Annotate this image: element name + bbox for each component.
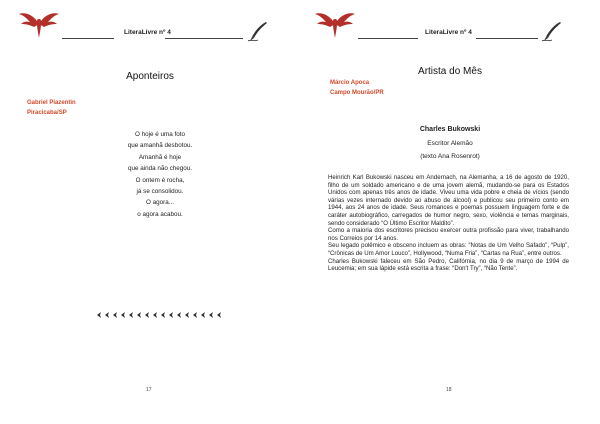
author-block (27, 98, 76, 118)
phoenix-logo-icon (314, 10, 356, 40)
poem-line: já se consolidou. (136, 188, 184, 196)
poem-line: O agora... (145, 199, 174, 207)
poem-line: Amanhã é hoje (138, 153, 182, 161)
header-rule (62, 38, 114, 39)
text-credit: (texto Ana Rosenrot) (420, 153, 480, 160)
bio-paragraph: Charles Bukowski faleceu em São Pedro, Califórnia, no dia 9 de março de 1994 de Leucemia; em sua lápide está escrita a frase: “Don't Try”, “Não Tente”. (328, 257, 569, 273)
bio-paragraph: Heinrich Karl Bukowski nasceu em Andernach, na Alemanha, a 16 de agosto de 1920, filho de um soldado americano e de uma jovem alemã, mudando-se para os Estados Unidos com apenas três anos de idade. Viveu uma vida pobre e cheia de vícios (sendo várias vezes internado devido ao abuso de álcool) e publicou seu primeiro conto em 1944, aos 24 anos de idade. Seus romances e poemas possuem linguagem forte e de caráter autobiográfico, carregados de humor negro, sexo, violência e temas marginais, sendo considerado “O Último Escritor Maldito”. (328, 174, 569, 227)
author-block (330, 78, 384, 98)
header-rule (476, 38, 538, 39)
author-location: Piracicaba/SP (27, 110, 67, 116)
author-name: Márcio Apoca (330, 80, 370, 86)
subject-name: Charles Bukowski (419, 126, 481, 133)
right-page (300, 0, 600, 424)
bio-paragraph: Como a maioria dos escritores precisou exercer outra profissão para viver, trabalhando nos Correios por 14 anos. (328, 227, 569, 242)
poem-line: O ontem é rocha, (135, 176, 185, 184)
biography (328, 174, 569, 273)
quill-pen-icon (540, 21, 562, 43)
page-number: 18 (446, 387, 452, 393)
ornament-divider (95, 311, 223, 319)
page-title: Aponteiros (126, 71, 174, 82)
poem (95, 129, 225, 220)
magazine-title: LiteraLivre nº 4 (425, 29, 472, 36)
header-rule (358, 38, 418, 39)
phoenix-logo-icon (18, 10, 60, 40)
poem-line: o agora acabou. (137, 210, 183, 218)
poem-line: que amanhã desbotou. (127, 142, 193, 150)
poem-line: O hoje é uma foto (134, 131, 186, 138)
poem-line: que ainda não chegou. (127, 165, 193, 173)
page-number: 17 (146, 387, 152, 393)
magazine-title: LiteraLivre nº 4 (124, 29, 171, 36)
author-name: Gabriel Piazentin (27, 100, 76, 106)
subject-role: Escritor Alemão (427, 140, 473, 147)
author-location: Campo Mourão/PR (330, 90, 384, 96)
header-rule (165, 38, 243, 39)
page-title: Artista do Mês (418, 66, 482, 77)
bio-paragraph: Seu legado polêmico e obsceno incluem as obras: “Notas de Um Velho Safado”, “Pulp”, “Crônicas de Um Amor Louco”, Hollywood, “Numa Fria”, “Cartas na Rua”, entre outros. (328, 242, 569, 257)
quill-pen-icon (246, 21, 268, 43)
